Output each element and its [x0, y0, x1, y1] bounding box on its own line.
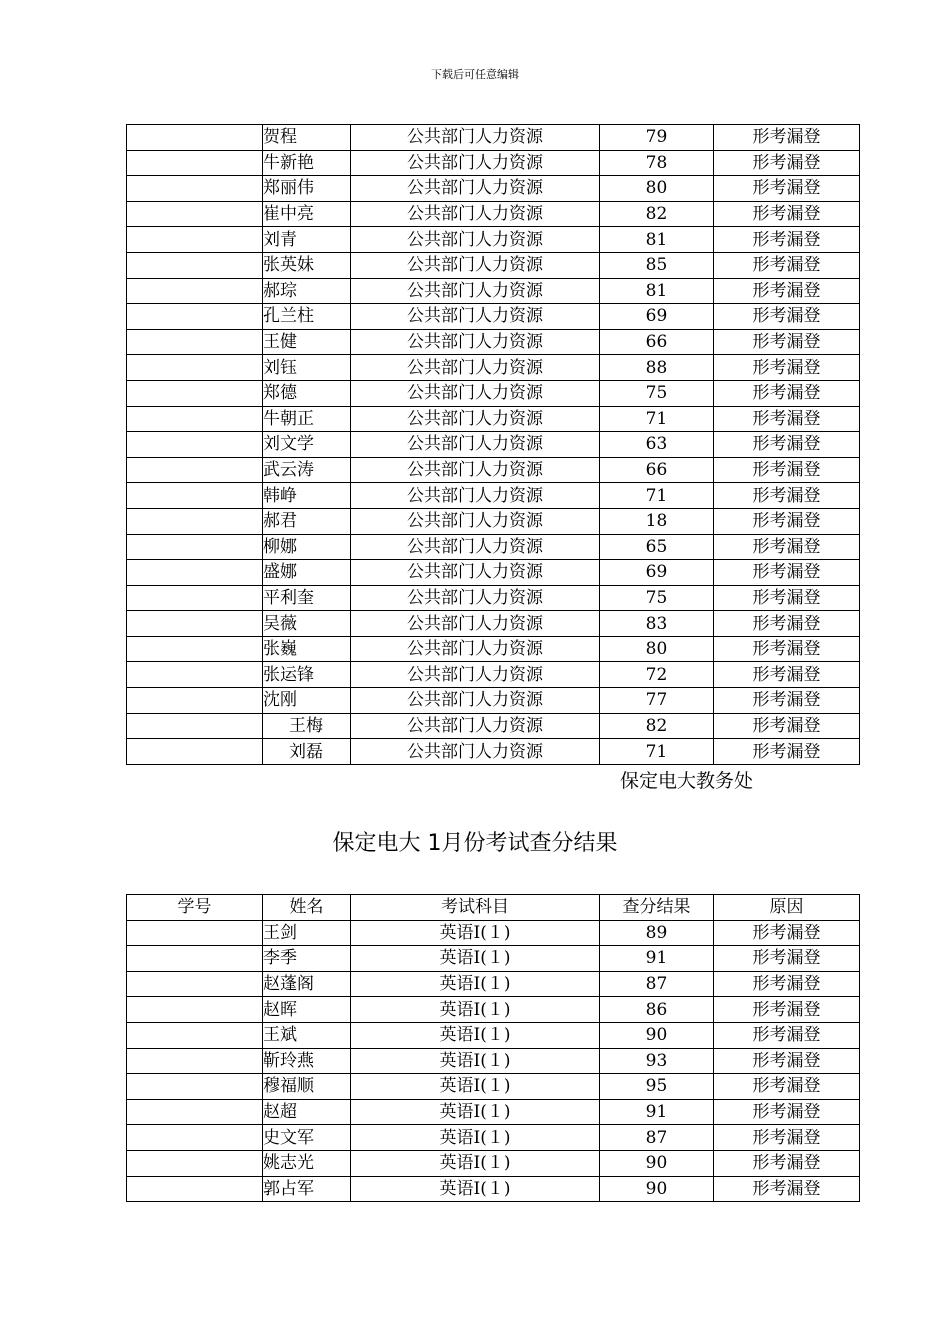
cell-subject: 公共部门人力资源 — [351, 457, 600, 483]
cell-reason: 形考漏登 — [714, 1099, 860, 1125]
cell-score: 81 — [600, 278, 714, 304]
cell-reason: 形考漏登 — [714, 997, 860, 1023]
header-note: 下载后可任意编辑 — [431, 68, 519, 81]
table-row — [127, 227, 860, 253]
table-row — [127, 1125, 860, 1151]
table-row — [127, 997, 860, 1023]
cell-score: 72 — [600, 662, 714, 688]
cell-id — [127, 304, 263, 330]
cell-id — [127, 150, 263, 176]
cell-id — [127, 508, 263, 534]
cell-name: 张巍 — [263, 636, 351, 662]
cell-score: 77 — [600, 688, 714, 714]
cell-reason: 形考漏登 — [714, 1074, 860, 1100]
cell-name: 赵蓬阁 — [263, 971, 351, 997]
header-score: 查分结果 — [600, 895, 714, 921]
cell-score: 83 — [600, 611, 714, 637]
cell-score: 87 — [600, 971, 714, 997]
cell-score: 90 — [600, 1022, 714, 1048]
cell-reason: 形考漏登 — [714, 278, 860, 304]
cell-subject: 英语Ⅰ(１) — [351, 1074, 600, 1100]
cell-reason: 形考漏登 — [714, 560, 860, 586]
cell-score: 93 — [600, 1048, 714, 1074]
cell-subject: 公共部门人力资源 — [351, 662, 600, 688]
header-reason: 原因 — [714, 895, 860, 921]
cell-id — [127, 406, 263, 432]
cell-reason: 形考漏登 — [714, 1048, 860, 1074]
cell-subject: 公共部门人力资源 — [351, 355, 600, 381]
cell-name: 刘青 — [263, 227, 351, 253]
cell-id — [127, 534, 263, 560]
cell-score: 65 — [600, 534, 714, 560]
table-row — [127, 380, 860, 406]
cell-reason: 形考漏登 — [714, 150, 860, 176]
cell-name: 王剑 — [263, 920, 351, 946]
cell-subject: 公共部门人力资源 — [351, 585, 600, 611]
table-row — [127, 406, 860, 432]
cell-name: 李季 — [263, 946, 351, 972]
cell-name: 韩峥 — [263, 483, 351, 509]
cell-name: 张英妹 — [263, 252, 351, 278]
table-row — [127, 1099, 860, 1125]
cell-id — [127, 355, 263, 381]
cell-id — [127, 483, 263, 509]
cell-name: 穆福顺 — [263, 1074, 351, 1100]
cell-reason: 形考漏登 — [714, 252, 860, 278]
cell-id — [127, 278, 263, 304]
table-row — [127, 739, 860, 765]
cell-name: 王健 — [263, 329, 351, 355]
cell-score: 63 — [600, 432, 714, 458]
cell-score: 85 — [600, 252, 714, 278]
cell-subject: 英语Ⅰ(１) — [351, 920, 600, 946]
cell-name: 柳娜 — [263, 534, 351, 560]
cell-score: 71 — [600, 483, 714, 509]
table-row — [127, 534, 860, 560]
cell-name: 靳玲燕 — [263, 1048, 351, 1074]
cell-reason: 形考漏登 — [714, 380, 860, 406]
cell-name: 郝琮 — [263, 278, 351, 304]
cell-name: 刘磊 — [263, 739, 351, 765]
cell-score: 87 — [600, 1125, 714, 1151]
table-row — [127, 636, 860, 662]
cell-subject: 公共部门人力资源 — [351, 611, 600, 637]
cell-id — [127, 1022, 263, 1048]
cell-subject: 公共部门人力资源 — [351, 406, 600, 432]
cell-reason: 形考漏登 — [714, 534, 860, 560]
cell-reason: 形考漏登 — [714, 1150, 860, 1176]
cell-reason: 形考漏登 — [714, 971, 860, 997]
cell-id — [127, 201, 263, 227]
cell-reason: 形考漏登 — [714, 713, 860, 739]
cell-subject: 公共部门人力资源 — [351, 252, 600, 278]
cell-subject: 公共部门人力资源 — [351, 432, 600, 458]
cell-id — [127, 125, 263, 151]
cell-subject: 英语Ⅰ(１) — [351, 1150, 600, 1176]
cell-reason: 形考漏登 — [714, 1125, 860, 1151]
cell-reason: 形考漏登 — [714, 355, 860, 381]
table-row — [127, 688, 860, 714]
cell-name: 崔中亮 — [263, 201, 351, 227]
cell-score: 90 — [600, 1150, 714, 1176]
cell-name: 刘文学 — [263, 432, 351, 458]
cell-id — [127, 1048, 263, 1074]
cell-name: 王斌 — [263, 1022, 351, 1048]
cell-subject: 公共部门人力资源 — [351, 150, 600, 176]
cell-subject: 公共部门人力资源 — [351, 534, 600, 560]
cell-reason: 形考漏登 — [714, 611, 860, 637]
cell-reason: 形考漏登 — [714, 508, 860, 534]
cell-reason: 形考漏登 — [714, 406, 860, 432]
cell-score: 88 — [600, 355, 714, 381]
cell-id — [127, 1074, 263, 1100]
cell-score: 75 — [600, 585, 714, 611]
cell-score: 90 — [600, 1176, 714, 1202]
table-row — [127, 662, 860, 688]
cell-name: 盛娜 — [263, 560, 351, 586]
cell-id — [127, 329, 263, 355]
results-table-english — [126, 894, 860, 1202]
cell-reason: 形考漏登 — [714, 457, 860, 483]
cell-subject: 公共部门人力资源 — [351, 560, 600, 586]
cell-score: 95 — [600, 1074, 714, 1100]
cell-subject: 英语Ⅰ(１) — [351, 997, 600, 1023]
cell-id — [127, 1176, 263, 1202]
header-subject: 考试科目 — [351, 895, 600, 921]
cell-id — [127, 662, 263, 688]
cell-reason: 形考漏登 — [714, 662, 860, 688]
cell-id — [127, 636, 263, 662]
cell-subject: 公共部门人力资源 — [351, 713, 600, 739]
cell-subject: 英语Ⅰ(１) — [351, 1099, 600, 1125]
cell-subject: 公共部门人力资源 — [351, 380, 600, 406]
cell-id — [127, 946, 263, 972]
cell-name: 赵超 — [263, 1099, 351, 1125]
table-row — [127, 611, 860, 637]
cell-subject: 公共部门人力资源 — [351, 304, 600, 330]
cell-subject: 英语Ⅰ(１) — [351, 946, 600, 972]
cell-name: 牛新艳 — [263, 150, 351, 176]
cell-reason: 形考漏登 — [714, 739, 860, 765]
cell-score: 66 — [600, 329, 714, 355]
cell-subject: 公共部门人力资源 — [351, 176, 600, 202]
cell-subject: 公共部门人力资源 — [351, 329, 600, 355]
table-row — [127, 355, 860, 381]
table-row — [127, 432, 860, 458]
cell-name: 沈刚 — [263, 688, 351, 714]
cell-reason: 形考漏登 — [714, 688, 860, 714]
section-title: 保定电大 1月份考试查分结果 — [332, 831, 618, 856]
cell-score: 86 — [600, 997, 714, 1023]
cell-reason: 形考漏登 — [714, 304, 860, 330]
header-name: 姓名 — [263, 895, 351, 921]
cell-reason: 形考漏登 — [714, 432, 860, 458]
table-row — [127, 125, 860, 151]
cell-score: 69 — [600, 560, 714, 586]
cell-id — [127, 432, 263, 458]
cell-reason: 形考漏登 — [714, 920, 860, 946]
cell-subject: 公共部门人力资源 — [351, 125, 600, 151]
cell-score: 80 — [600, 176, 714, 202]
table-row — [127, 278, 860, 304]
cell-subject: 公共部门人力资源 — [351, 483, 600, 509]
cell-subject: 英语Ⅰ(１) — [351, 1176, 600, 1202]
cell-score: 81 — [600, 227, 714, 253]
table-row — [127, 329, 860, 355]
cell-id — [127, 560, 263, 586]
table-row — [127, 176, 860, 202]
table-row — [127, 201, 860, 227]
cell-score: 79 — [600, 125, 714, 151]
table-row — [127, 971, 860, 997]
cell-subject: 英语Ⅰ(１) — [351, 1125, 600, 1151]
cell-id — [127, 971, 263, 997]
table-row — [127, 1150, 860, 1176]
table-row — [127, 1022, 860, 1048]
cell-score: 18 — [600, 508, 714, 534]
cell-reason: 形考漏登 — [714, 483, 860, 509]
cell-subject: 公共部门人力资源 — [351, 688, 600, 714]
cell-id — [127, 227, 263, 253]
cell-score: 71 — [600, 406, 714, 432]
table-row — [127, 252, 860, 278]
cell-id — [127, 997, 263, 1023]
cell-name: 平利奎 — [263, 585, 351, 611]
table-row — [127, 1176, 860, 1202]
cell-id — [127, 1099, 263, 1125]
cell-subject: 公共部门人力资源 — [351, 508, 600, 534]
table-row — [127, 457, 860, 483]
cell-score: 82 — [600, 713, 714, 739]
cell-score: 91 — [600, 946, 714, 972]
table-row — [127, 1074, 860, 1100]
cell-subject: 英语Ⅰ(１) — [351, 1048, 600, 1074]
cell-score: 80 — [600, 636, 714, 662]
cell-reason: 形考漏登 — [714, 946, 860, 972]
cell-name: 郭占军 — [263, 1176, 351, 1202]
cell-id — [127, 713, 263, 739]
cell-id — [127, 380, 263, 406]
cell-id — [127, 176, 263, 202]
cell-name: 赵晖 — [263, 997, 351, 1023]
cell-reason: 形考漏登 — [714, 176, 860, 202]
table-row — [127, 508, 860, 534]
table-row — [127, 1048, 860, 1074]
cell-name: 武云涛 — [263, 457, 351, 483]
cell-subject: 公共部门人力资源 — [351, 636, 600, 662]
cell-score: 91 — [600, 1099, 714, 1125]
cell-reason: 形考漏登 — [714, 201, 860, 227]
cell-subject: 公共部门人力资源 — [351, 739, 600, 765]
table-row — [127, 946, 860, 972]
cell-name: 郑丽伟 — [263, 176, 351, 202]
cell-subject: 英语Ⅰ(１) — [351, 1022, 600, 1048]
cell-name: 张运锋 — [263, 662, 351, 688]
cell-id — [127, 920, 263, 946]
cell-score: 78 — [600, 150, 714, 176]
cell-score: 71 — [600, 739, 714, 765]
table-row — [127, 560, 860, 586]
cell-name: 贺程 — [263, 125, 351, 151]
cell-name: 郝君 — [263, 508, 351, 534]
results-table-hr — [126, 124, 860, 765]
cell-name: 孔兰柱 — [263, 304, 351, 330]
cell-reason: 形考漏登 — [714, 125, 860, 151]
cell-subject: 公共部门人力资源 — [351, 278, 600, 304]
cell-score: 75 — [600, 380, 714, 406]
cell-name: 吴薇 — [263, 611, 351, 637]
table-row — [127, 483, 860, 509]
cell-name: 史文军 — [263, 1125, 351, 1151]
cell-subject: 英语Ⅰ(１) — [351, 971, 600, 997]
cell-reason: 形考漏登 — [714, 1022, 860, 1048]
cell-score: 89 — [600, 920, 714, 946]
cell-reason: 形考漏登 — [714, 329, 860, 355]
header-id: 学号 — [127, 895, 263, 921]
cell-id — [127, 611, 263, 637]
cell-name: 王梅 — [263, 713, 351, 739]
table-row — [127, 585, 860, 611]
cell-id — [127, 1150, 263, 1176]
cell-id — [127, 252, 263, 278]
table-header-row — [127, 895, 860, 921]
cell-reason: 形考漏登 — [714, 585, 860, 611]
cell-reason: 形考漏登 — [714, 636, 860, 662]
table-row — [127, 713, 860, 739]
table-row — [127, 150, 860, 176]
cell-id — [127, 688, 263, 714]
cell-id — [127, 739, 263, 765]
cell-name: 姚志光 — [263, 1150, 351, 1176]
table-row — [127, 920, 860, 946]
signature: 保定电大教务处 — [620, 770, 754, 792]
cell-reason: 形考漏登 — [714, 1176, 860, 1202]
cell-score: 69 — [600, 304, 714, 330]
cell-id — [127, 1125, 263, 1151]
cell-subject: 公共部门人力资源 — [351, 201, 600, 227]
table-row — [127, 304, 860, 330]
cell-id — [127, 585, 263, 611]
cell-name: 郑德 — [263, 380, 351, 406]
cell-score: 66 — [600, 457, 714, 483]
cell-id — [127, 457, 263, 483]
cell-score: 82 — [600, 201, 714, 227]
cell-name: 刘钰 — [263, 355, 351, 381]
cell-name: 牛朝正 — [263, 406, 351, 432]
cell-reason: 形考漏登 — [714, 227, 860, 253]
cell-subject: 公共部门人力资源 — [351, 227, 600, 253]
